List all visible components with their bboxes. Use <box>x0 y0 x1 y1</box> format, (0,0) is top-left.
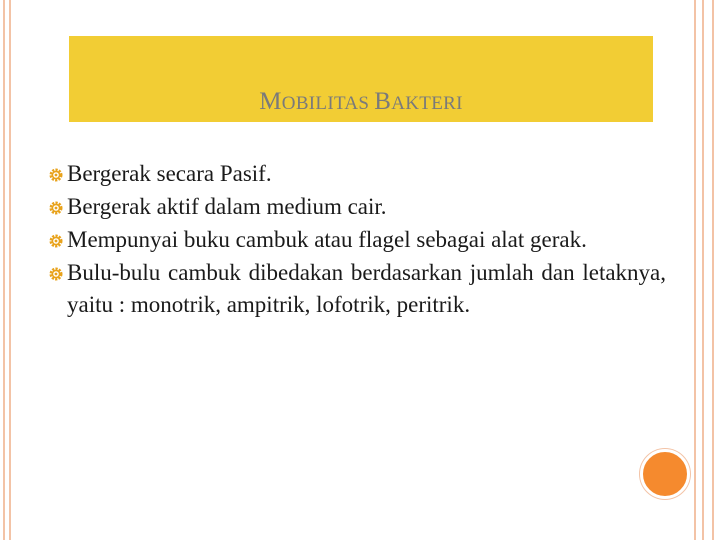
bullet-item <box>48 158 666 190</box>
bullet-text: Bergerak aktif dalam medium cair. <box>67 194 387 219</box>
bullet-item <box>48 224 666 256</box>
gear-bullet-icon <box>48 167 64 183</box>
title-band <box>69 36 653 122</box>
title-cap-2: B <box>374 88 392 115</box>
bullet-text: Bulu-bulu cambuk dibedakan berdasarkan jumlah dan letaknya, yaitu : monotrik, ampitrik, lofotrik, peritrik. <box>67 260 666 317</box>
gear-bullet-icon <box>48 233 64 249</box>
title-rest-1: OBILITAS <box>281 93 375 114</box>
decor-line-right-1 <box>694 0 696 540</box>
decor-line-left-1 <box>3 0 5 540</box>
title-rest-2: AKTERI <box>391 93 463 114</box>
bullet-text: Bergerak secara Pasif. <box>67 161 272 186</box>
bullet-item <box>48 257 666 321</box>
title-cap-1: M <box>259 88 282 115</box>
gear-bullet-icon <box>48 200 64 216</box>
decor-line-right-2 <box>702 0 704 540</box>
bullet-list <box>48 158 666 322</box>
accent-circle <box>640 449 690 499</box>
decor-line-left-2 <box>9 0 11 540</box>
bullet-item <box>48 191 666 223</box>
decor-line-right-3 <box>712 0 714 540</box>
gear-bullet-icon <box>48 266 64 282</box>
slide-title <box>259 88 462 116</box>
bullet-text: Mempunyai buku cambuk atau flagel sebagai alat gerak. <box>67 227 587 252</box>
